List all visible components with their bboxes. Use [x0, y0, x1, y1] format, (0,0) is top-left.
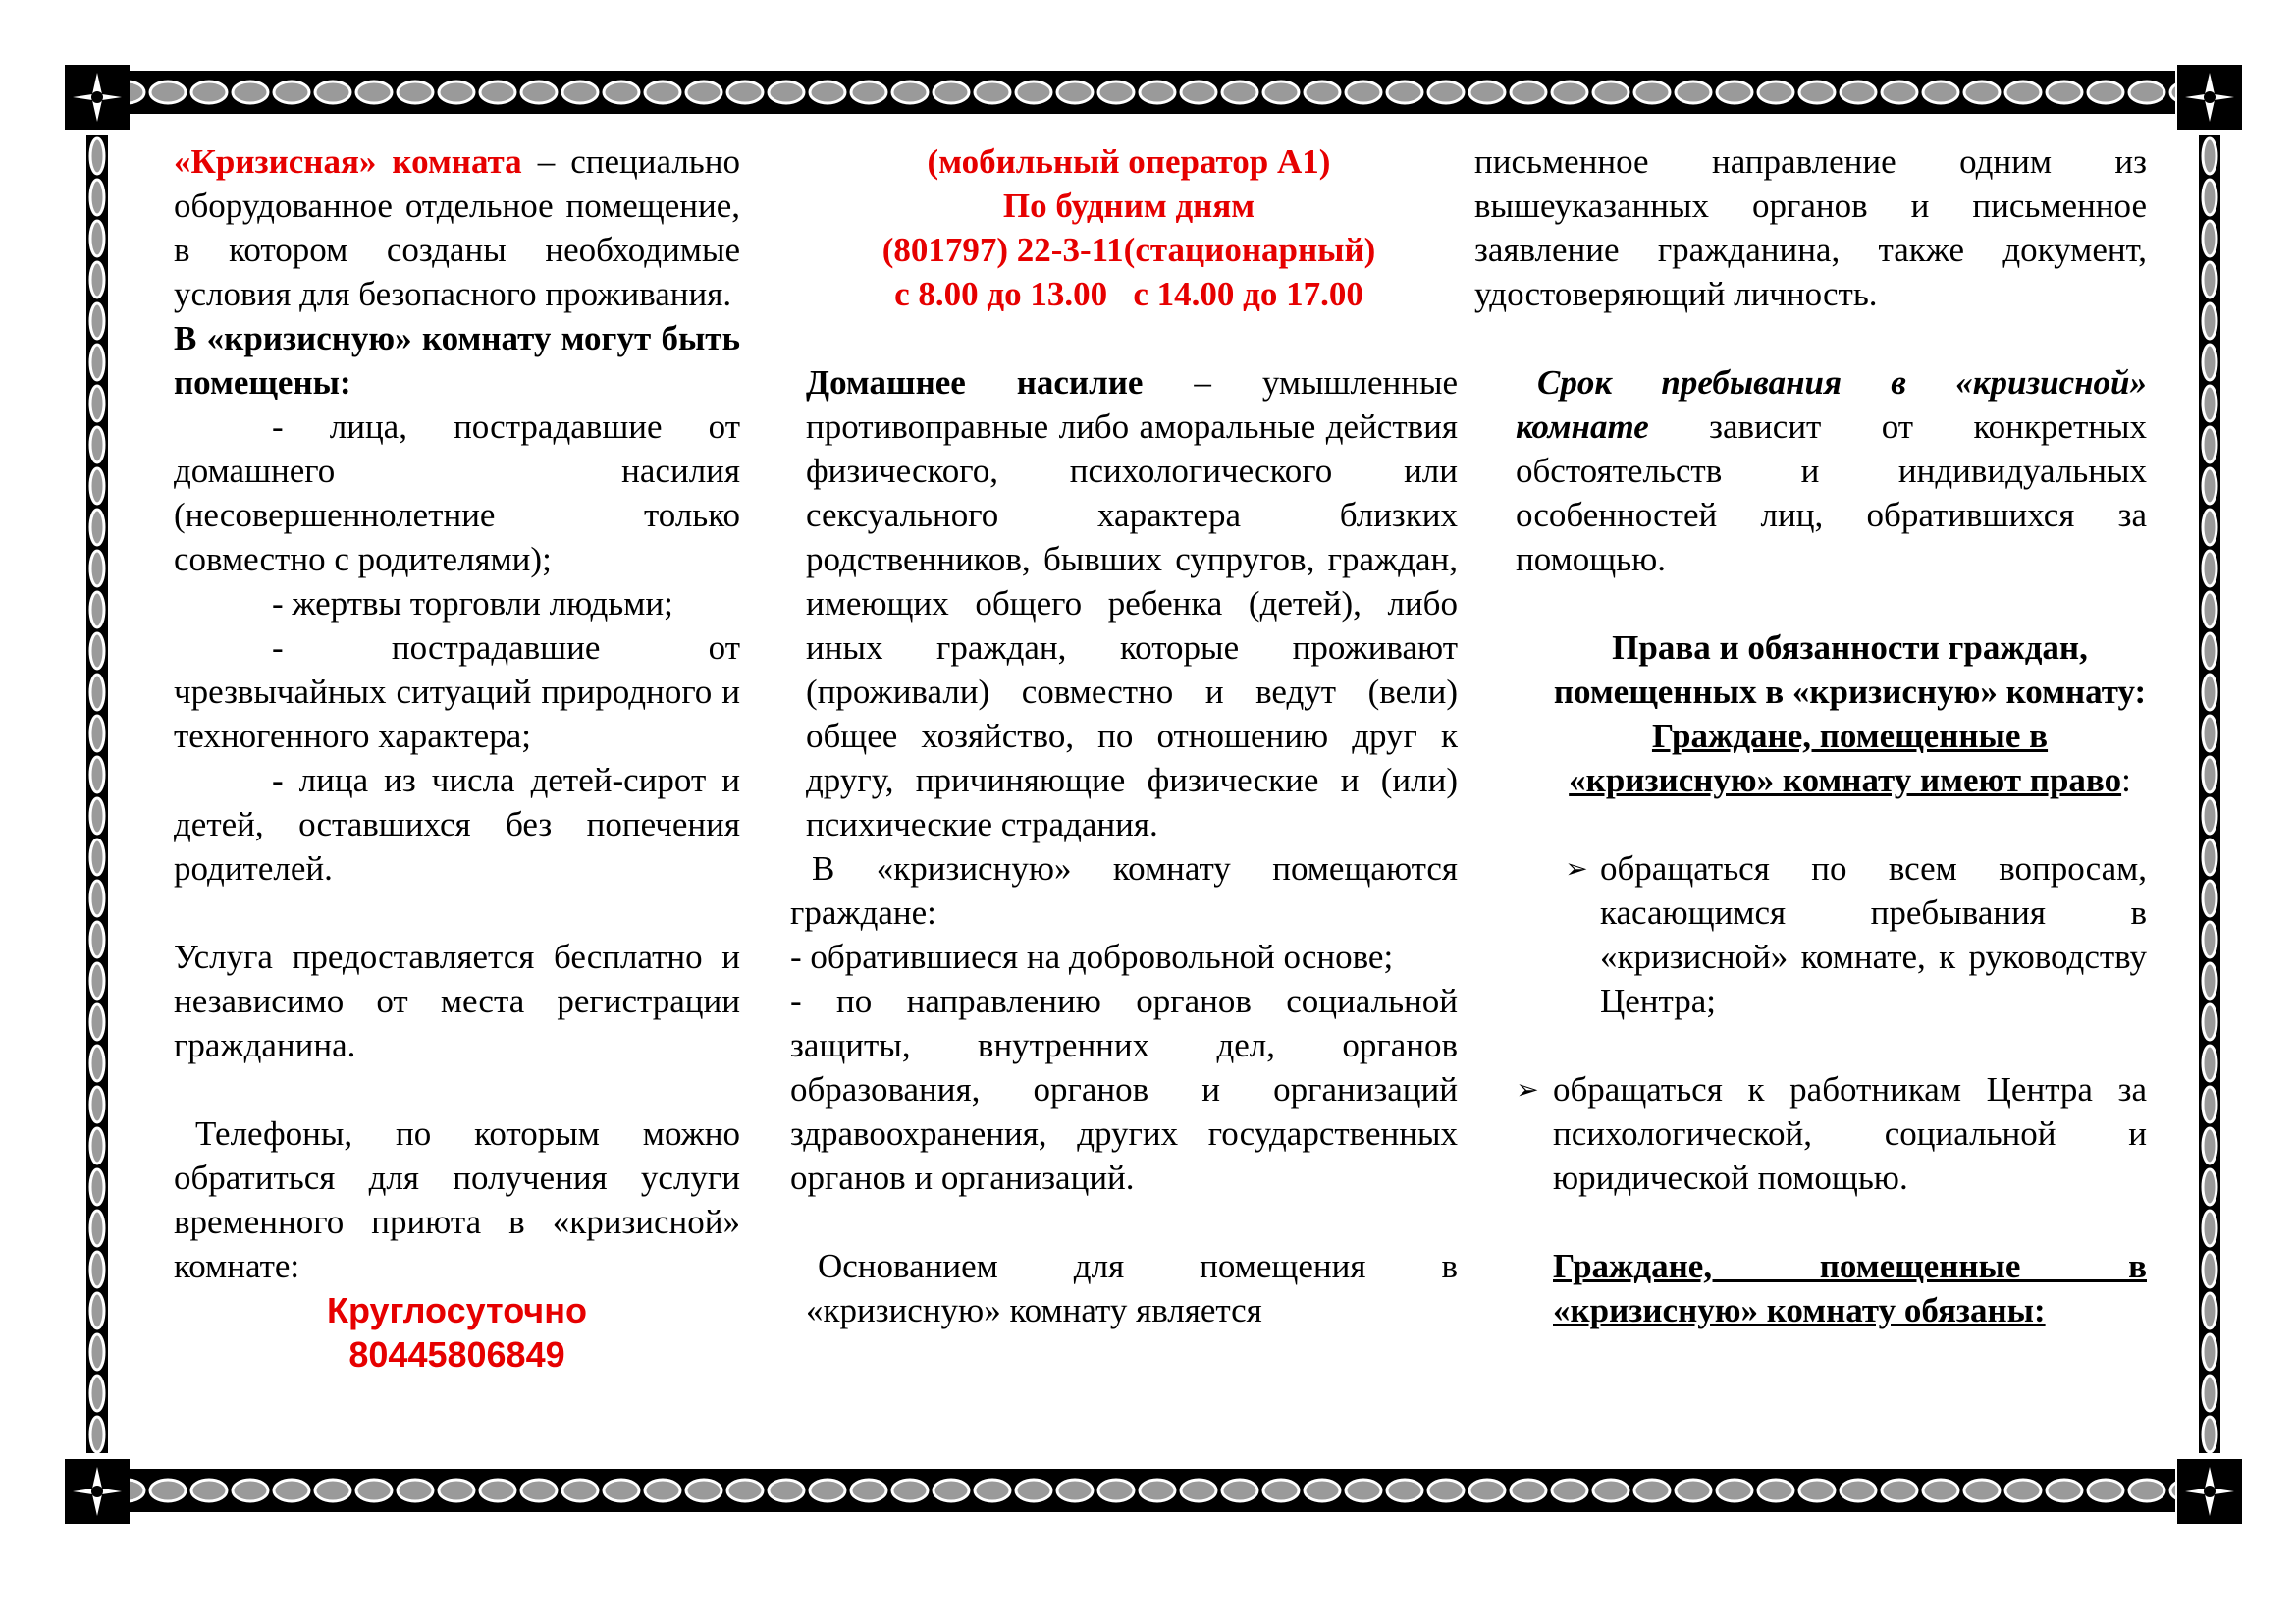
- spacer: [1553, 802, 2147, 846]
- phone-number: 80445806849: [348, 1334, 565, 1375]
- frame-bottom: [65, 1469, 2175, 1512]
- corner-ornament-bottom-left: [65, 1459, 130, 1524]
- rights-heading: Права и обязанности граждан, помещенных в «кризисную» комнату:: [1553, 628, 2147, 711]
- definition-dash: –: [521, 142, 571, 181]
- spacer: [1553, 1023, 2147, 1067]
- frame-right: [2199, 135, 2220, 1453]
- domestic-violence-paragraph: [790, 360, 1458, 846]
- term-paragraph: [1474, 360, 2147, 581]
- column-middle: [790, 139, 1458, 1332]
- term-phrase: Срок пребывания в «кризисной» комнате: [1516, 363, 2147, 446]
- basis-paragraph: Основанием для помещения в «кризисную» комнату является: [806, 1247, 1458, 1329]
- domestic-violence-term: Домашнее насилие: [806, 363, 1144, 402]
- placed-heading: В «кризисную» комнату могут быть помещены:: [174, 319, 740, 402]
- weekdays-line: По будним дням: [1002, 187, 1255, 225]
- rights-subheading-colon: :: [2121, 761, 2131, 799]
- spacer: [790, 316, 1458, 360]
- rights-subheading-text: Граждане, помещенные в «кризисную» комнату имеют право: [1569, 717, 2122, 799]
- frame-top-ornament: [65, 71, 2175, 114]
- term-text: зависит от конкретных обстоятельств и индивидуальных особенностей лиц, обратившихся за помощью.: [1516, 407, 2147, 578]
- phones-paragraph: Телефоны, по которым можно обратиться для получения услуги временного приюта в «кризисной» комнате:: [174, 1114, 740, 1285]
- domestic-violence-text: – умышленные противоправные либо аморальные действия физического, психологического или сексуального характера близких родственников, бывших супругов, граждан, имеющих общего ребенка (детей), либо иных граждан, которые проживают (проживали) совместно и ведут (вели) общее хозяйство, по отношению друг к другу, причиняющие физические и (или) психические страдания.: [806, 363, 1458, 843]
- column-right: [1474, 139, 2147, 1332]
- spacer: [790, 1200, 1458, 1244]
- corner-ornament-top-right: [2177, 65, 2242, 130]
- spacer: [1474, 1200, 2147, 1244]
- frame-right-ornament: [2199, 135, 2220, 1453]
- definition-term: «Кризисная» комната: [174, 142, 522, 181]
- service-paragraph: Услуга предоставляется бесплатно и независимо от места регистрации гражданина.: [174, 938, 740, 1064]
- rights-block: [1474, 625, 2147, 1067]
- rights-item: [1553, 846, 2147, 1023]
- rights-item-text: обращаться к работникам Центра за психологической, социальной и юридической помощью.: [1553, 1070, 2147, 1197]
- definition-paragraph: [174, 139, 740, 316]
- list-item: - жертвы торговли людьми;: [272, 584, 673, 623]
- placed-paragraph: В «кризисную» комнату помещаются граждане:: [790, 849, 1458, 932]
- list-item: - лица, пострадавшие от домашнего насилия (несовершеннолетние только совместно с родителями);: [174, 407, 740, 578]
- list-item: - пострадавшие от чрезвычайных ситуаций природного и техногенного характера;: [174, 628, 740, 755]
- arrow-bullet-icon: ➢: [1565, 852, 1588, 885]
- column-left: [174, 139, 740, 1377]
- corner-ornament-top-left: [65, 65, 130, 130]
- spacer: [1474, 581, 2147, 625]
- definition-text: специально оборудованное отдельное помещение, в котором созданы необходимые условия для безопасного проживания.: [174, 142, 740, 313]
- hours-line: с 8.00 до 13.00 с 14.00 до 17.00: [894, 275, 1363, 313]
- frame-left: [86, 135, 108, 1453]
- mobile-operator-line: (мобильный оператор А1): [927, 142, 1331, 181]
- rights-item-text: обращаться по всем вопросам, касающимся пребывания в «кризисной» комнате, к руководству Центра;: [1600, 849, 2147, 1020]
- list-item: - лица из числа детей-сирот и детей, оставшихся без попечения родителей.: [174, 761, 740, 888]
- landline-line: (801797) 22-3-11(стационарный): [881, 231, 1376, 269]
- duties-heading: Граждане, помещенные в «кризисную» комнату обязаны:: [1553, 1247, 2147, 1329]
- rights-item: [1502, 1067, 2147, 1200]
- frame-bottom-ornament: [65, 1469, 2175, 1512]
- round-clock-label: Круглосуточно: [327, 1290, 587, 1330]
- corner-ornament-bottom-right: [2177, 1459, 2242, 1524]
- frame-top: [65, 71, 2175, 114]
- spacer: [1474, 316, 2147, 360]
- placed-item: - обратившиеся на добровольной основе;: [790, 938, 1394, 976]
- frame-left-ornament: [86, 135, 108, 1453]
- spacer: [174, 891, 740, 935]
- placed-item: - по направлению органов социальной защиты, внутренних дел, органов образования, органов и организаций здравоохранения, других государственных органов и организаций.: [790, 982, 1458, 1197]
- spacer: [174, 1067, 740, 1111]
- rights-subheading: [1553, 714, 2147, 802]
- basis-continuation: письменное направление одним из вышеуказанных органов и письменное заявление гражданина, также документ, удостоверяющий личность.: [1474, 142, 2147, 313]
- arrow-bullet-icon: ➢: [1516, 1073, 1539, 1106]
- red-contact-block: [790, 139, 1458, 316]
